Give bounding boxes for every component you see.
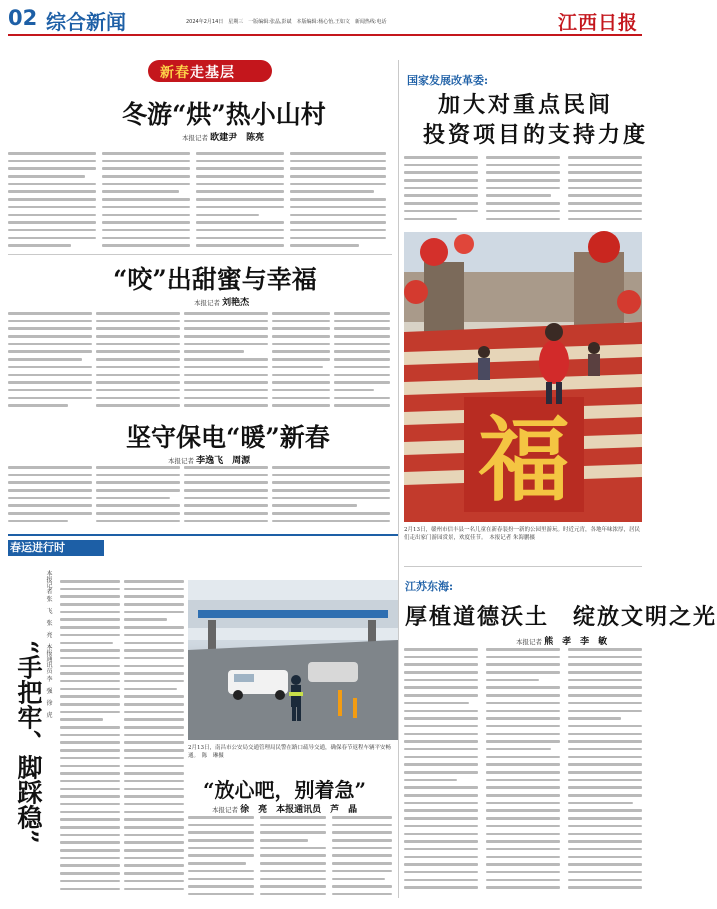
article-2-text-col-2 — [96, 312, 180, 412]
vertical-article-text-col-2 — [124, 580, 184, 900]
page-header — [8, 6, 642, 36]
byline-author: 徐 亮 本报通讯员 芦 晶 — [240, 805, 358, 815]
article-3-byline — [168, 453, 250, 466]
right-bottom-text-col-3 — [568, 648, 642, 900]
vertical-article-text-col-1 — [60, 580, 120, 900]
article-3-text-col-1 — [8, 466, 92, 530]
bottom-article-byline — [212, 802, 357, 815]
article-1-text-col-2 — [102, 152, 190, 252]
column-divider — [398, 60, 399, 898]
right-article-text-col-1 — [404, 156, 478, 228]
byline-author: 熊 孝 李 敏 — [544, 637, 608, 647]
right-bottom-kicker: 江苏东海: — [405, 580, 454, 593]
byline-author: 欧建尹 陈亮 — [210, 133, 265, 143]
bottom-article-text-col-3 — [332, 816, 392, 902]
section-title: 综合新闻 — [46, 10, 126, 34]
right-bottom-text-col-2 — [486, 648, 560, 900]
bottom-article-text-col-1 — [188, 816, 254, 902]
page-number: 02 — [8, 6, 38, 30]
bottom-article-headline: “放心吧，别着急” — [203, 778, 367, 802]
byline-prefix: 本报记者 — [194, 299, 220, 307]
bottom-article-text-col-2 — [260, 816, 326, 902]
photo-caption: 2月13日，赣州市信丰县一名儿童在新春装扮一新的公园里游玩。时近元宵，各地年味浓厚，居民们走出家门游园赏景，欢度佳节。 本报记者 朱海鹏摄 — [404, 527, 641, 541]
right-bottom-title: 厚植道德沃土 绽放文明之光 — [405, 604, 717, 630]
right-article-title-line-1: 加大对重点民间 — [438, 92, 614, 118]
newspaper-logo: 江西日报 — [557, 12, 638, 34]
article-1-text-col-1 — [8, 152, 96, 252]
article-2-text-col-5 — [334, 312, 390, 412]
byline-author: 李逸飞 周源 — [196, 456, 251, 466]
article-2-text-col-3 — [184, 312, 268, 412]
article-2-text-col-4 — [272, 312, 330, 412]
right-article-title-line-2: 投资项目的支持力度 — [423, 122, 649, 148]
byline-prefix: 本报记者 — [182, 134, 208, 142]
divider — [8, 254, 392, 255]
byline-author: 刘艳杰 — [222, 298, 250, 308]
right-article-text-col-2 — [486, 156, 560, 228]
road-illustration — [188, 580, 398, 740]
edition-meta: 2024年2月14日 星期三 一版编辑:张晶,彭斌 本版编辑:杨心怡,王如文 新闻热线:电话 — [186, 19, 387, 25]
article-2-headline: “咬”出甜蜜与幸福 — [113, 265, 317, 294]
traffic-police-photo — [188, 580, 398, 740]
divider — [404, 566, 642, 567]
right-article-kicker: 国家发展改革委: — [407, 74, 489, 87]
byline-prefix: 本报记者 — [212, 806, 238, 814]
article-2-byline — [194, 295, 249, 308]
byline-prefix: 本报记者 — [516, 638, 542, 646]
feature-banner — [148, 60, 272, 84]
vertical-byline: 本报记者 张 飞 张 亮 本报通讯员 李 强 徐 虎 — [45, 570, 52, 718]
article-2-text-col-1 — [8, 312, 92, 412]
right-article-text-col-3 — [568, 156, 642, 228]
banner-part-2: 走基层 — [190, 65, 235, 81]
article-1-text-col-4 — [290, 152, 386, 252]
article-3-text-col-3 — [184, 466, 268, 530]
article-1-byline — [182, 130, 264, 143]
banner-label — [160, 62, 235, 82]
article-3-text-col-2 — [96, 466, 180, 530]
vertical-headline: “手把牢、脚踩稳” — [14, 640, 43, 844]
festival-park-photo — [404, 232, 642, 522]
right-bottom-byline — [516, 634, 607, 647]
section-rule — [8, 534, 398, 536]
photo-illustration — [404, 232, 642, 522]
article-1-text-col-3 — [196, 152, 284, 252]
article-3-text-col-4 — [272, 466, 390, 530]
byline-prefix: 本报记者 — [168, 457, 194, 465]
article-1-headline: 冬游“烘”热小山村 — [122, 100, 326, 129]
section-label: 春运进行时 — [10, 541, 65, 554]
road-photo-caption: 2月13日，南昌市公安局交通管理局民警在路口疏导交通，确保春节返程车辆平安畅通。 陈 琳摄 — [188, 745, 392, 759]
right-bottom-text-col-1 — [404, 648, 478, 900]
article-3-headline: 坚守保电“暖”新春 — [126, 423, 330, 452]
banner-part-1: 新春 — [160, 65, 190, 81]
svg-text:福: 福 — [477, 406, 571, 514]
